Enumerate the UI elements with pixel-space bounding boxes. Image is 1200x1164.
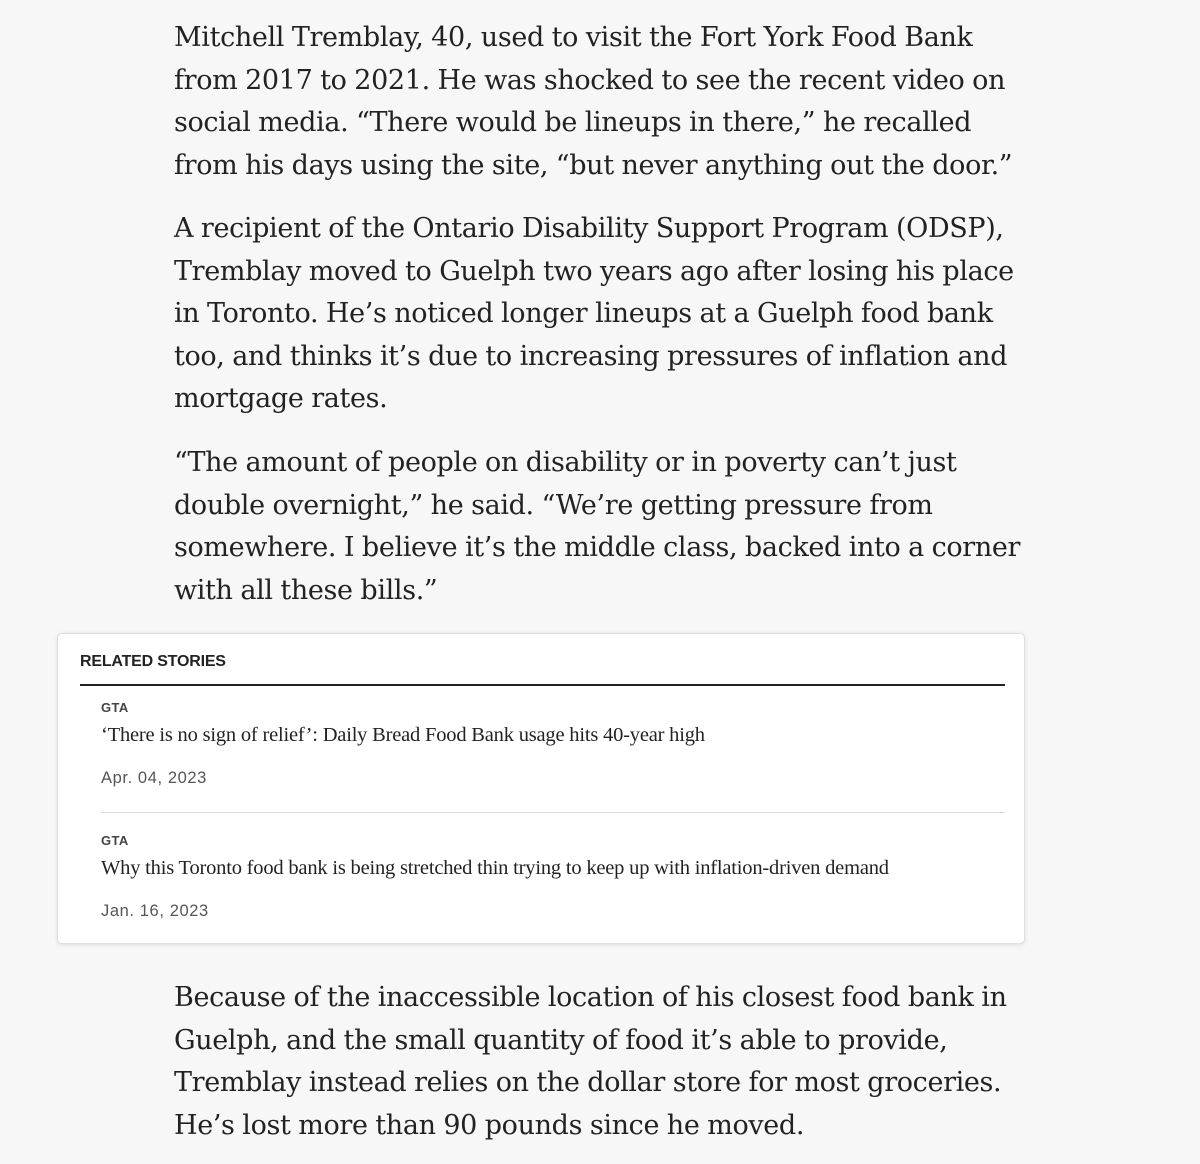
story-section-label[interactable]: GTA — [101, 700, 129, 715]
article-paragraph — [174, 208, 1054, 421]
paragraph-line: with all these bills.” — [174, 574, 438, 606]
story-divider — [101, 812, 1005, 813]
story-date: Apr. 04, 2023 — [101, 769, 207, 787]
article-paragraph — [174, 442, 1054, 612]
paragraph-line: from his days using the site, “but never anything out the door.” — [174, 149, 1013, 181]
related-stories-box — [57, 633, 1025, 944]
paragraph-line: in Toronto. He’s noticed longer lineups at a Guelph food bank — [174, 298, 993, 330]
paragraph-line: from 2017 to 2021. He was shocked to see the recent video on — [174, 64, 1006, 96]
paragraph-line: Tremblay instead relies on the dollar store for most groceries. — [174, 1067, 1002, 1099]
article-paragraph — [174, 977, 1054, 1147]
story-section-label[interactable]: GTA — [101, 833, 129, 848]
heading-rule — [80, 684, 1005, 686]
related-stories-heading: RELATED STORIES — [80, 653, 226, 670]
paragraph-line: too, and thinks it’s due to increasing pressures of inflation and — [174, 340, 1008, 372]
paragraph-line: Tremblay moved to Guelph two years ago after losing his place — [174, 255, 1014, 287]
article-paragraph — [174, 17, 1054, 187]
paragraph-line: Because of the inaccessible location of his closest food bank in — [174, 982, 1007, 1013]
paragraph-line: “The amount of people on disability or in poverty can’t just — [174, 447, 957, 478]
paragraph-line: A recipient of the Ontario Disability Support Program (ODSP), — [174, 213, 1004, 244]
paragraph-line: social media. “There would be lineups in there,” he recalled — [174, 107, 972, 139]
story-title-link[interactable]: ‘There is no sign of relief’: Daily Bread Food Bank usage hits 40-year high — [101, 724, 705, 746]
story-title-link[interactable]: Why this Toronto food bank is being stretched thin trying to keep up with inflation-driven demand — [101, 857, 889, 879]
paragraph-line: double overnight,” he said. “We’re getting pressure from — [174, 489, 933, 521]
paragraph-line: He’s lost more than 90 pounds since he moved. — [174, 1109, 805, 1141]
paragraph-line: Mitchell Tremblay, 40, used to visit the Fort York Food Bank — [174, 22, 973, 53]
paragraph-line: somewhere. I believe it’s the middle class, backed into a corner — [174, 532, 1021, 564]
paragraph-line: Guelph, and the small quantity of food it’s able to provide, — [174, 1024, 948, 1056]
story-date: Jan. 16, 2023 — [101, 902, 209, 920]
paragraph-line: mortgage rates. — [174, 383, 388, 415]
